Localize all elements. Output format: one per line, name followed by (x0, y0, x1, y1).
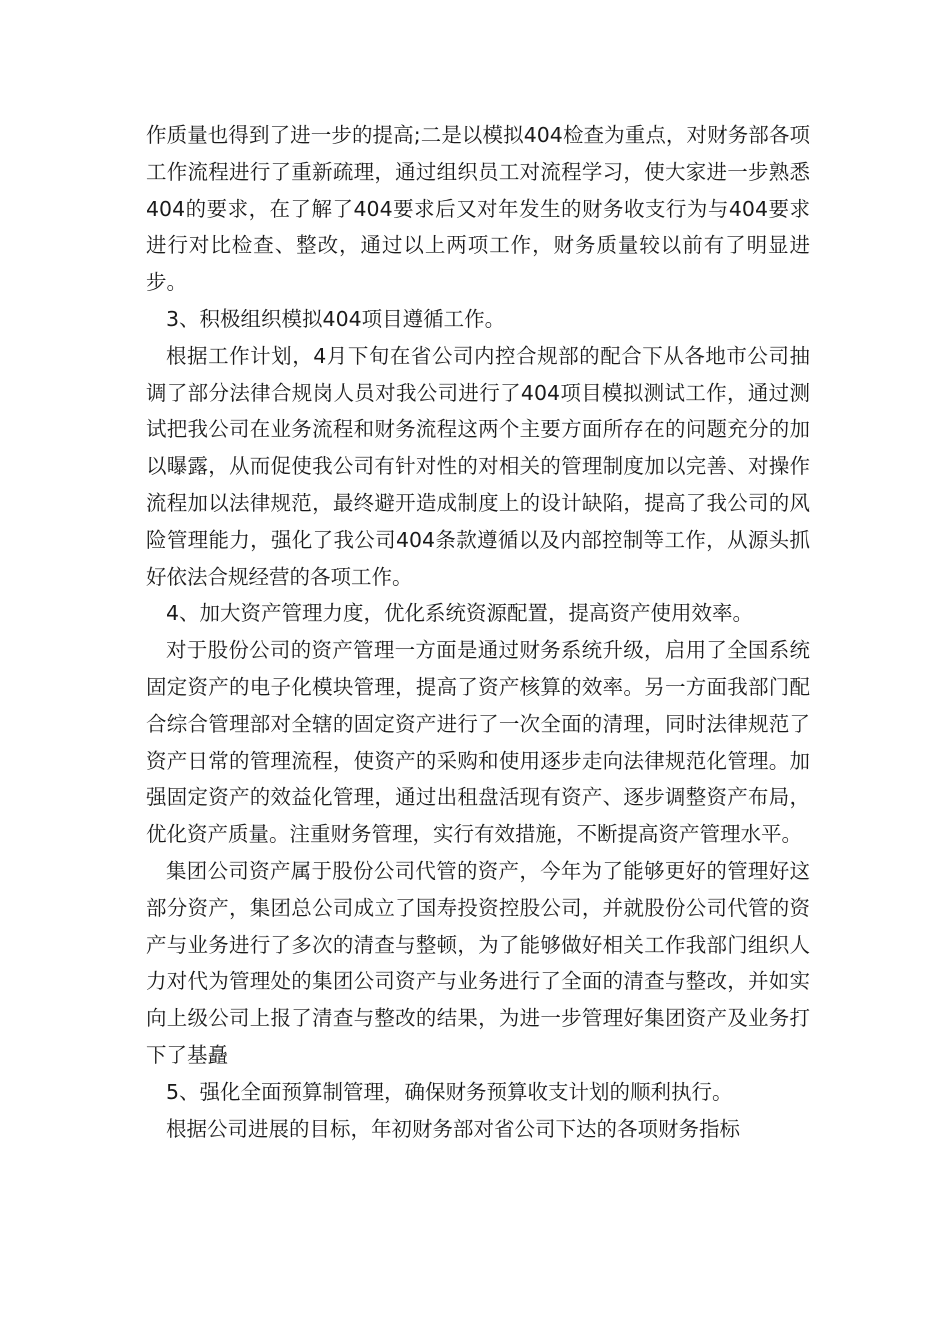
document-body (146, 117, 810, 1147)
heading-item-4: 4、加大资产管理力度，优化系统资源配置，提高资产使用效率。 (166, 601, 754, 626)
heading-item-5: 5、强化全面预算制管理，确保财务预算收支计划的顺利执行。 (166, 1079, 733, 1104)
paragraph-404-testing: 根据工作计划，4月下旬在省公司内控合规部的配合下从各地市公司抽调了部分法律合规岗人员对我公司进行了404项目模拟测试工作，通过测试把我公司在业务流程和财务流程这两个主要方面所存在的问题充分的加以曝露，从而促使我公司有针对性的对相关的管理制度加以完善、对操作流程加以法律规范，最终避开造成制度上的设计缺陷，提高了我公司的风险管理能力，强化了我公司404条款遵循以及内部控制等工作，从源头抓好依法合规经营的各项工作。 (146, 343, 810, 589)
paragraph-budget-targets: 根据公司进展的目标，年初财务部对省公司下达的各项财务指标 (166, 1116, 740, 1141)
heading-item-3: 3、积极组织模拟404项目遵循工作。 (166, 306, 506, 331)
paragraph-process-review: 作质量也得到了进一步的提高;二是以模拟404检查为重点，对财务部各项工作流程进行了重新疏理，通过组织员工对流程学习，使大家进一步熟悉404的要求，在了解了404要求后又对年发生的财务收支行为与404要求进行对比检查、整改，通过以上两项工作，财务质量较以前有了明显进步。 (146, 123, 810, 295)
paragraph-group-assets: 集团公司资产属于股份公司代管的资产，今年为了能够更好的管理好这部分资产，集团总公司成立了国寿投资控股公司，并就股份公司代管的资产与业务进行了多次的清查与整顿，为了能够做好相关工作我部门组织人力对代为管理处的集团公司资产与业务进行了全面的清查与整改，并如实向上级公司上报了清查与整改的结果，为进一步管理好集团资产及业务打下了基矗 (146, 858, 810, 1067)
paragraph-asset-management: 对于股份公司的资产管理一方面是通过财务系统升级，启用了全国系统固定资产的电子化模块管理，提高了资产核算的效率。另一方面我部门配合综合管理部对全辖的固定资产进行了一次全面的清理，同时法律规范了资产日常的管理流程，使资产的采购和使用逐步走向法律规范化管理。加强固定资产的效益化管理，通过出租盘活现有资产、逐步调整资产布局，优化资产质量。注重财务管理，实行有效措施，不断提高资产管理水平。 (146, 638, 810, 847)
